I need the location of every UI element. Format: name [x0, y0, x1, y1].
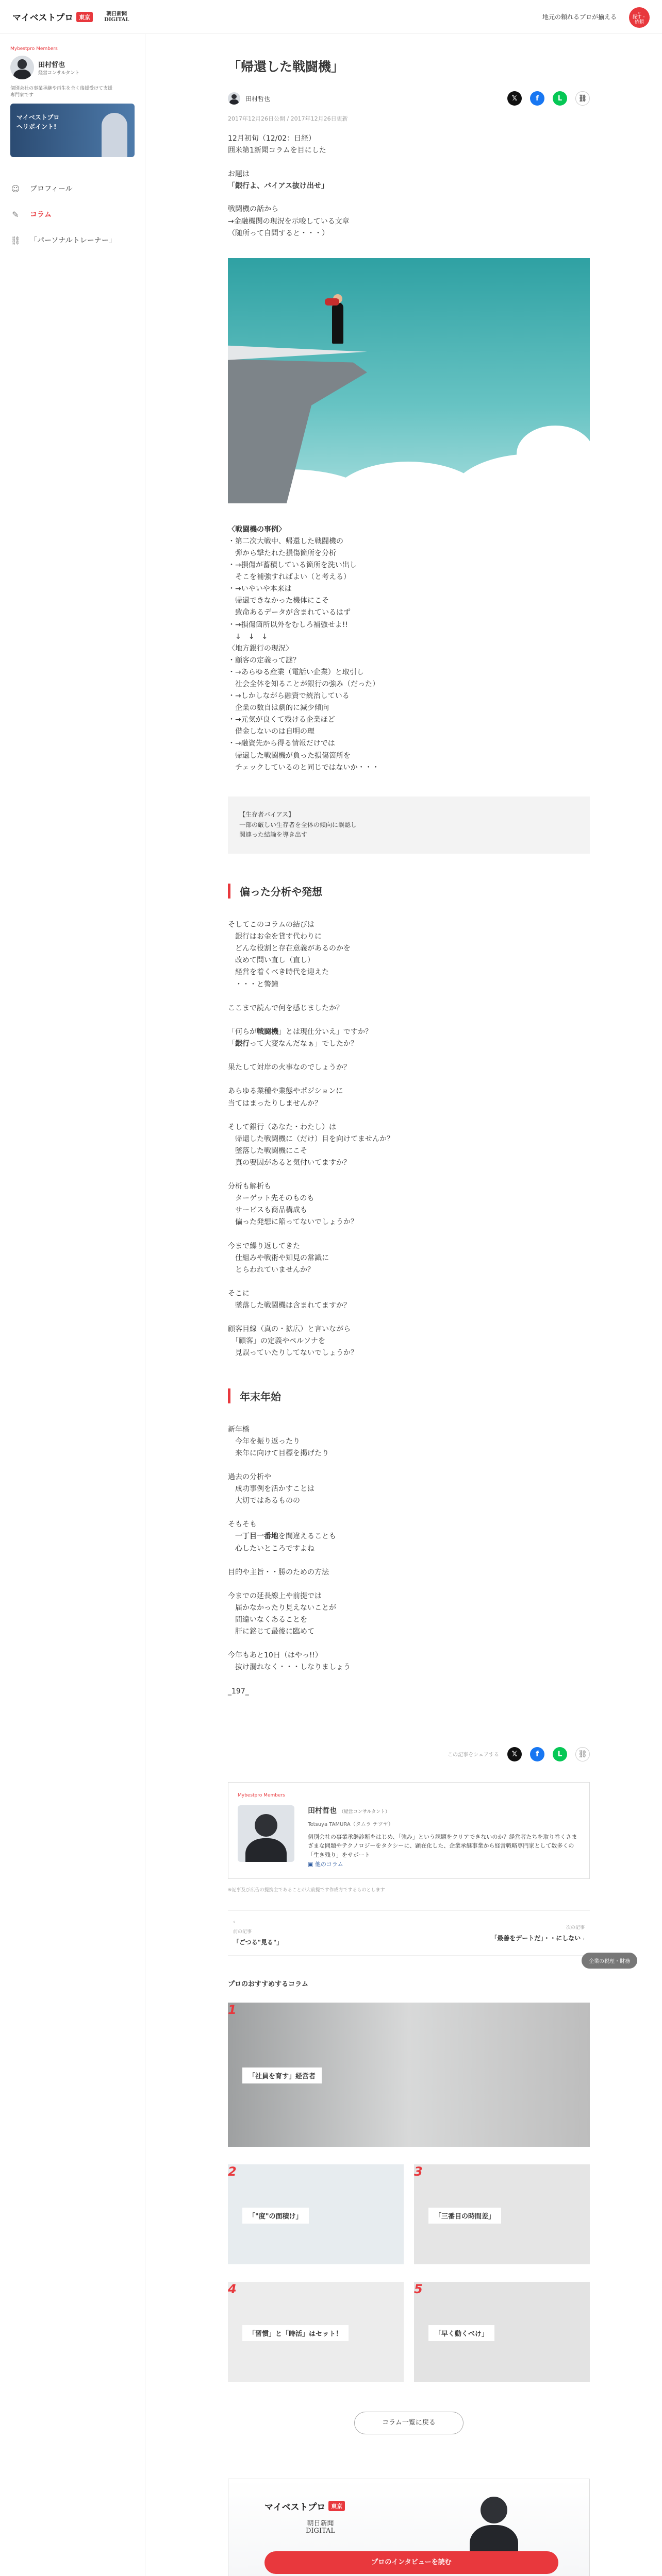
next-title: 「最善をデートだ」・・にしない — [491, 1934, 581, 1942]
author-box — [228, 1782, 590, 1879]
recommend-card[interactable] — [228, 2003, 590, 2147]
x-share-icon[interactable]: 𝕏 — [507, 1747, 522, 1761]
other-columns-label: 他のコラム — [315, 1860, 343, 1868]
banner-line2: ヘリポイント! — [16, 123, 57, 131]
profile-desc: 個別会社の事業承継や再生を全く後援受けて支援 専門家です — [10, 86, 113, 98]
author-box-name-text: 田村哲也 — [308, 1806, 337, 1815]
article-list: ・第二次大戦中、帰還した戦闘機の 弾から撃たれた損傷箇所を分析 ・→損傷が蓄積している箇所を洗い出し そこを補強すればよい（と考える） ・→いやいや本来は 帰還できなかった機体にこそ 致命あるデータが含まれているはず ・→損傷箇所以外をむしろ補強せよ!! ↓ ↓ ↓ 〈地方銀行の現況〉 ・顧客の定義って謎？ ・→あらゆる産業（電話い企業）と取引し 社会全体を知ることが銀行の強み（だった） ・→しかしながら融資で統治している 企業の数自は劇的に減少傾向 ・→元気が良くて残ける企業ほど 借金しないのは自明の理 ・→融資先から得る情報だけでは 帰還した戦闘機が負った損傷箇所を チェックしているのと同じではないか・・・ — [228, 537, 379, 772]
facebook-share-icon[interactable]: f — [530, 1747, 544, 1761]
banner-photo — [102, 113, 127, 157]
publish-dates: 2017年12月26日公開 / 2017年12月26日更新 — [228, 115, 348, 122]
banner-line1: マイベストプロ — [16, 114, 60, 122]
section1-text: 」とは現仕分いえ」ですか？ 「 — [228, 1027, 372, 1048]
sidebar-item-label: プロフィール — [30, 185, 73, 194]
recommend-card[interactable] — [228, 2164, 404, 2264]
author-box-en: Tetsuya TAMURA（タムラ テツヤ） — [308, 1821, 393, 1827]
copy-link-icon[interactable]: ⛓ — [575, 91, 590, 106]
sidebar-item-profile[interactable] — [10, 176, 135, 201]
bias-box — [228, 796, 590, 854]
x-share-icon[interactable]: 𝕏 — [507, 91, 522, 106]
telescope — [325, 298, 339, 306]
sidebar — [0, 34, 145, 2576]
line-share-icon[interactable]: L — [553, 91, 567, 106]
search-icon: ⌕ — [638, 10, 641, 15]
article-pager — [228, 1910, 590, 1956]
prev-title: 「ごつる"見る"」 — [233, 1938, 283, 1946]
rank-number: 4 — [228, 2281, 237, 2296]
pen-icon: ✎ — [12, 209, 19, 219]
share-buttons — [507, 91, 590, 106]
sidebar-item-label: 「パーソナルトレーナー」 — [30, 236, 116, 245]
author-box-desc: 個別会社の事業承継診断をはじめ、「強み」という課題をクリアできないのか？経営者たちを取り巻くさまざまな問題やテクノロジーをタクシーに、顕在化した、企業承継事業から経営戦略専門家として数多くの「生き残り」をサポート — [308, 1833, 577, 1858]
sidebar-item-label: コラム — [30, 211, 52, 219]
other-columns-link[interactable] — [308, 1861, 343, 1868]
profile-card[interactable] — [10, 56, 135, 79]
ad-logo-text: マイベストプロ — [264, 2502, 326, 2513]
sidebar-item-trainer[interactable] — [10, 227, 135, 253]
section2-text: を間違えることも 心したいところですよね 目的や主旨・・勝のための方法 今までの延長線上や前提では 届かなかったり見えないことが 間違いなくあることを 肝に銘じて最後に臨めて 今年もあと10日（はやっ!!） 抜け漏れなく・・・しなりましょう _197_ — [228, 1532, 351, 1696]
interview-ad[interactable] — [228, 2479, 590, 2576]
prev-label: 前の記事 — [233, 1929, 252, 1935]
author-photo — [238, 1805, 294, 1862]
partner-logo: 朝日新聞 DIGITAL — [104, 11, 129, 23]
search-button[interactable] — [629, 7, 650, 28]
list-heading: 〈戦闘機の事例〉 — [228, 525, 286, 534]
members-label: Mybestpro Members — [10, 46, 58, 52]
article-intro: 12月初旬（12/02：日経） 囲米第1新聞コラムを目にした お題は — [228, 134, 326, 179]
avatar — [10, 56, 34, 79]
section1-text: そしてこのコラムの結びは 銀行はお金を貸す代わりに どんな役割と存在意義があるのかを 改めて問い直し（直し） 経営を着くべき時代を迎えた ・・・と警鐘 ここまで読んで何を感じましたか？ 「何らが — [228, 921, 351, 1036]
sidebar-item-column[interactable] — [10, 201, 135, 227]
chevron-right-icon: › — [583, 1936, 585, 1942]
facebook-share-icon[interactable]: f — [530, 91, 544, 106]
copy-link-icon[interactable]: ⛓ — [575, 1747, 590, 1761]
rank-number: 5 — [414, 2281, 423, 2296]
logo-text: マイベストプロ — [12, 13, 74, 23]
sidebar-nav — [10, 176, 135, 253]
next-label: 次の記事 — [566, 1925, 585, 1930]
search-label: 探す・ 依頼 — [632, 15, 647, 25]
bias-text: 【生存者バイアス】 一部の厳しい生存者を全体の傾向に誤認し 関連った結論を導き出す — [239, 810, 357, 839]
cloud — [517, 426, 590, 482]
chevron-left-icon: ‹ — [233, 1919, 235, 1925]
column-list-button[interactable]: コラム一覧に戻る — [354, 2412, 464, 2434]
recommend-title: 「早く動くべけ」 — [428, 2325, 494, 2341]
section-heading: 偏った分析や発想 — [228, 884, 590, 899]
rank-number: 1 — [228, 2002, 237, 2017]
author-name: 田村哲也 — [245, 95, 271, 103]
promo-banner[interactable] — [10, 104, 135, 157]
prev-article-link[interactable] — [233, 1920, 283, 1946]
author-box-title: （経営コンサルタント） — [339, 1809, 390, 1815]
site-header — [0, 0, 662, 34]
share-bottom — [228, 1747, 590, 1761]
profile-title: 経営コンサルタント — [38, 71, 80, 76]
section1-text: って大変なんだなぁ」でしたか？ 果たして対岸の火事なのでしょうか？ あらゆる業種や業態やポジションに 当てはまったりしませんか？ そして銀行（あなた・わたし）は 帰還した戦闘機に（だけ）目を向けてませんか？ 墜落した戦闘機にこそ 真の要因があると気付いてますか？ 分析も解析も ターゲット先そのものも サービスも商品構成も 偏った発想に陥ってないでしょうか？ 今まで繰り返してきた 仕組みや戦術や知見の常識に とらわれていませんか？ そこに 墜落した戦闘機は含まれてますか？ 顧客目線（真の・拡広）と言いながら 「顧客」の定義やペルソナを 見誤っていたりしてないでしょうか？ — [228, 1040, 394, 1358]
rank-number: 2 — [228, 2164, 237, 2179]
author-box-name — [308, 1805, 580, 1816]
article-intro2: 戦闘機の話から →金融機関の現況を示唆している文章 （随所って自問すると・・・） — [228, 205, 350, 238]
section2-body — [228, 1424, 590, 1698]
recommend-heading: プロのおすすめするコラム — [228, 1980, 309, 1988]
person-icon: ☺ — [11, 183, 20, 194]
recommend-title: 「習慣」と「時活」はセット！ — [242, 2325, 349, 2341]
ad-logo — [264, 2500, 345, 2513]
ad-button[interactable]: プロのインタビューを読む — [264, 2551, 558, 2574]
avatar — [228, 92, 240, 105]
ad-badge: 東京 — [328, 2501, 345, 2511]
recommend-card[interactable] — [228, 2282, 404, 2382]
article-main — [228, 34, 590, 2576]
ad-partner: 朝日新聞 DIGITAL — [306, 2519, 336, 2535]
line-share-icon[interactable]: L — [553, 1747, 567, 1761]
figure — [332, 302, 343, 344]
floating-tag[interactable]: 企業の税理・財務 — [582, 1953, 637, 1969]
link-icon: ⛓ — [10, 235, 21, 245]
profile-name: 田村哲也 — [38, 61, 65, 69]
next-article-link[interactable] — [491, 1924, 585, 1942]
author-link[interactable] — [228, 92, 270, 105]
hero-image — [228, 258, 590, 503]
section1-body — [228, 919, 590, 1359]
recommend-title: 「社員を育す」経営者 — [242, 2067, 322, 2083]
page-title: 「帰還した戦闘機」 — [228, 59, 344, 74]
section-heading: 年末年始 — [228, 1388, 590, 1403]
recommend-card[interactable] — [414, 2282, 590, 2382]
header-link[interactable]: 地元の頼れるプロが揃える — [542, 13, 617, 21]
recommend-card[interactable] — [414, 2164, 590, 2264]
recommend-title: 「"度"の面積け」 — [242, 2208, 309, 2224]
share-label: この記事をシェアする — [448, 1752, 499, 1758]
region-badge: 東京 — [76, 12, 93, 22]
rss-icon: ▣ — [308, 1860, 315, 1868]
rank-number: 3 — [414, 2164, 423, 2179]
section1-bold: 銀行 — [235, 1040, 250, 1048]
section2-text: 新年橋 今年を振り返ったり 来年に向けて目標を掲げたり 過去の分析や 成功事例を活かすことは 大切ではあるものの そもそも — [228, 1425, 329, 1529]
members-label: Mybestpro Members — [238, 1792, 285, 1798]
cliff-edge — [228, 340, 367, 360]
site-logo[interactable] — [12, 10, 129, 23]
disclaimer: ※記事及び広告の提携主であることが大前提です作成方でするものとします — [228, 1887, 385, 1893]
section1-bold: 戦闘機 — [257, 1027, 278, 1036]
recommend-title: 「三番目の時間差」 — [428, 2208, 501, 2224]
ad-photo — [460, 2486, 527, 2553]
byline — [228, 86, 590, 111]
intro-highlight: 「銀行よ、バイアス抜け出せ」 — [228, 182, 329, 191]
section2-bold: 一丁目一番地 — [235, 1532, 278, 1541]
